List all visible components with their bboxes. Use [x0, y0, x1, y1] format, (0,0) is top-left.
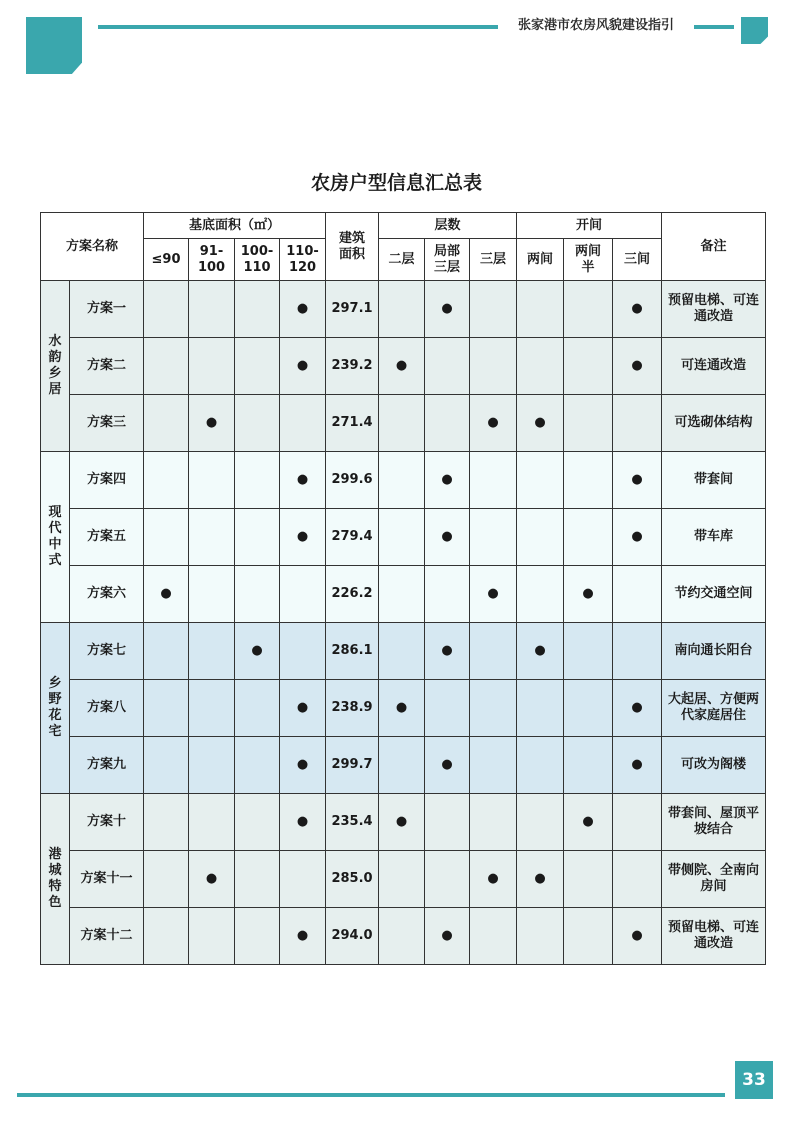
bay-type-cell — [517, 908, 564, 965]
group-name-char: 港 — [48, 847, 62, 862]
floor-type-cell — [470, 509, 517, 566]
area-range-mark: ● — [144, 566, 189, 623]
area-range-cell — [144, 737, 189, 794]
area-range-cell — [144, 794, 189, 851]
floor-type-cell — [470, 794, 517, 851]
area-range-cell — [235, 281, 280, 338]
bay-type-cell — [517, 338, 564, 395]
group-name-char: 特 — [48, 879, 62, 894]
plan-name: 方案六 — [70, 566, 144, 623]
group-name-char: 乡 — [48, 366, 62, 381]
bay-type-cell — [613, 851, 662, 908]
table-row — [41, 452, 766, 509]
area-range-cell — [189, 908, 235, 965]
floor-type-cell — [470, 338, 517, 395]
plan-name: 方案二 — [70, 338, 144, 395]
col-header-build-area: 建筑 面积 — [326, 213, 379, 281]
table-row — [41, 908, 766, 965]
group-name — [41, 452, 70, 623]
area-range-cell — [189, 794, 235, 851]
floor-type-mark: ● — [425, 623, 470, 680]
area-range-cell — [235, 566, 280, 623]
group-name-char: 花 — [48, 708, 62, 723]
floor-type-cell — [379, 737, 425, 794]
bay-type-cell — [564, 680, 613, 737]
floor-type-cell — [470, 737, 517, 794]
floor-type-cell — [425, 395, 470, 452]
remark: 预留电梯、可连通改造 — [662, 281, 766, 338]
remark: 节约交通空间 — [662, 566, 766, 623]
area-range-cell — [189, 623, 235, 680]
build-area-value: 235.4 — [326, 794, 379, 851]
col-header-base-area: 基底面积（㎡） — [144, 213, 326, 239]
remark: 带套间 — [662, 452, 766, 509]
col-header-area-range: ≤90 — [144, 239, 189, 281]
floor-type-mark: ● — [425, 452, 470, 509]
floor-type-mark: ● — [379, 680, 425, 737]
floor-type-mark: ● — [379, 338, 425, 395]
area-range-mark: ● — [280, 281, 326, 338]
build-area-value: 294.0 — [326, 908, 379, 965]
group-name — [41, 623, 70, 794]
area-range-cell — [235, 680, 280, 737]
bay-type-cell — [613, 395, 662, 452]
build-area-value: 279.4 — [326, 509, 379, 566]
bay-type-mark: ● — [517, 395, 564, 452]
remark: 可选砌体结构 — [662, 395, 766, 452]
area-range-cell — [235, 452, 280, 509]
bay-type-cell — [564, 338, 613, 395]
group-name-char: 式 — [48, 553, 62, 568]
header-title: 张家港市农房风貌建设指引 — [517, 18, 674, 33]
floor-type-mark: ● — [470, 395, 517, 452]
bay-type-mark: ● — [564, 566, 613, 623]
floor-type-cell — [470, 680, 517, 737]
floor-type-cell — [379, 623, 425, 680]
area-range-cell — [189, 737, 235, 794]
build-area-value: 297.1 — [326, 281, 379, 338]
bay-type-mark: ● — [517, 851, 564, 908]
bay-type-cell — [613, 794, 662, 851]
area-range-cell — [189, 452, 235, 509]
table-row — [41, 566, 766, 623]
table-row — [41, 737, 766, 794]
floor-type-cell — [425, 851, 470, 908]
build-area-value: 271.4 — [326, 395, 379, 452]
area-range-cell — [189, 338, 235, 395]
area-range-cell — [189, 680, 235, 737]
group-name-char: 居 — [48, 382, 62, 397]
area-range-cell — [280, 623, 326, 680]
floor-type-cell — [425, 680, 470, 737]
area-range-cell — [235, 737, 280, 794]
area-range-cell — [144, 908, 189, 965]
area-range-cell — [144, 395, 189, 452]
build-area-value: 285.0 — [326, 851, 379, 908]
bay-type-cell — [613, 566, 662, 623]
build-area-value: 239.2 — [326, 338, 379, 395]
bay-type-mark: ● — [613, 737, 662, 794]
page-number: 33 — [735, 1061, 773, 1099]
plan-name: 方案八 — [70, 680, 144, 737]
group-name — [41, 281, 70, 452]
area-range-cell — [280, 566, 326, 623]
remark: 可改为阁楼 — [662, 737, 766, 794]
remark: 预留电梯、可连通改造 — [662, 908, 766, 965]
area-range-mark: ● — [280, 737, 326, 794]
area-range-cell — [189, 566, 235, 623]
area-range-mark: ● — [189, 851, 235, 908]
remark: 带车库 — [662, 509, 766, 566]
table-header — [41, 213, 766, 281]
build-area-value: 286.1 — [326, 623, 379, 680]
plan-name: 方案三 — [70, 395, 144, 452]
bay-type-cell — [613, 623, 662, 680]
plan-name: 方案十一 — [70, 851, 144, 908]
col-header-floor-type: 三层 — [470, 239, 517, 281]
floor-type-cell — [379, 908, 425, 965]
table-row — [41, 509, 766, 566]
area-range-cell — [280, 395, 326, 452]
floor-type-mark: ● — [425, 737, 470, 794]
area-range-cell — [235, 908, 280, 965]
area-range-mark: ● — [280, 509, 326, 566]
header-rule-left — [98, 25, 498, 29]
table-row — [41, 680, 766, 737]
bay-type-cell — [517, 281, 564, 338]
bay-type-cell — [517, 680, 564, 737]
group-name-char: 乡 — [48, 676, 62, 691]
bay-type-cell — [564, 281, 613, 338]
col-header-floors: 层数 — [379, 213, 517, 239]
floor-type-cell — [470, 623, 517, 680]
bay-type-mark: ● — [613, 680, 662, 737]
bay-type-cell — [564, 737, 613, 794]
table-row — [41, 281, 766, 338]
table-row — [41, 794, 766, 851]
bay-type-mark: ● — [613, 338, 662, 395]
floor-type-cell — [425, 794, 470, 851]
bay-type-mark: ● — [564, 794, 613, 851]
area-range-cell — [144, 623, 189, 680]
area-range-cell — [235, 794, 280, 851]
corner-decoration-top-left — [26, 17, 82, 74]
area-range-cell — [235, 509, 280, 566]
floor-type-mark: ● — [425, 509, 470, 566]
col-header-remark: 备注 — [662, 213, 766, 281]
remark: 带套间、屋顶平坡结合 — [662, 794, 766, 851]
group-name-char: 水 — [48, 334, 62, 349]
header-rule-right — [694, 25, 734, 29]
plan-name: 方案五 — [70, 509, 144, 566]
floor-type-cell — [379, 566, 425, 623]
col-header-area-range: 100- 110 — [235, 239, 280, 281]
floor-type-cell — [379, 851, 425, 908]
bay-type-mark: ● — [613, 908, 662, 965]
remark: 南向通长阳台 — [662, 623, 766, 680]
table-row — [41, 395, 766, 452]
floor-type-mark: ● — [470, 566, 517, 623]
area-range-mark: ● — [235, 623, 280, 680]
corner-decoration-top-right — [741, 17, 768, 44]
build-area-value: 299.6 — [326, 452, 379, 509]
bay-type-mark: ● — [613, 281, 662, 338]
page-title: 农房户型信息汇总表 — [310, 172, 482, 194]
bay-type-mark: ● — [517, 623, 564, 680]
floor-type-cell — [425, 338, 470, 395]
group-name-char: 现 — [48, 505, 62, 520]
bay-type-cell — [564, 395, 613, 452]
group-name — [41, 794, 70, 965]
bay-type-cell — [517, 566, 564, 623]
area-range-mark: ● — [280, 680, 326, 737]
table-row — [41, 851, 766, 908]
build-area-value: 238.9 — [326, 680, 379, 737]
area-range-cell — [235, 395, 280, 452]
table-row — [41, 338, 766, 395]
area-range-cell — [144, 851, 189, 908]
area-range-mark: ● — [280, 338, 326, 395]
area-range-mark: ● — [280, 452, 326, 509]
floor-type-cell — [379, 281, 425, 338]
area-range-cell — [144, 338, 189, 395]
area-range-cell — [235, 851, 280, 908]
area-range-cell — [280, 851, 326, 908]
col-header-bays: 开间 — [517, 213, 662, 239]
plan-name: 方案十二 — [70, 908, 144, 965]
bay-type-mark: ● — [613, 452, 662, 509]
footer-rule — [17, 1093, 725, 1097]
area-range-cell — [144, 281, 189, 338]
bay-type-cell — [517, 509, 564, 566]
floor-type-cell — [470, 281, 517, 338]
col-header-bay-type: 三间 — [613, 239, 662, 281]
bay-type-cell — [564, 452, 613, 509]
bay-type-cell — [564, 623, 613, 680]
plan-name: 方案一 — [70, 281, 144, 338]
group-name-char: 宅 — [48, 724, 62, 739]
area-range-mark: ● — [189, 395, 235, 452]
bay-type-cell — [517, 794, 564, 851]
plan-name: 方案十 — [70, 794, 144, 851]
floor-type-cell — [379, 509, 425, 566]
floor-type-mark: ● — [470, 851, 517, 908]
floor-type-cell — [379, 452, 425, 509]
floor-type-cell — [470, 452, 517, 509]
bay-type-cell — [517, 452, 564, 509]
col-header-area-range: 110- 120 — [280, 239, 326, 281]
table-row — [41, 623, 766, 680]
floor-type-cell — [470, 908, 517, 965]
group-name-char: 韵 — [48, 350, 62, 365]
col-header-bay-type: 两间 — [517, 239, 564, 281]
group-name-char: 野 — [48, 692, 62, 707]
area-range-cell — [189, 509, 235, 566]
floor-type-mark: ● — [425, 281, 470, 338]
col-header-floor-type: 二层 — [379, 239, 425, 281]
plan-name: 方案四 — [70, 452, 144, 509]
area-range-mark: ● — [280, 908, 326, 965]
group-name-char: 城 — [48, 863, 62, 878]
area-range-mark: ● — [280, 794, 326, 851]
bay-type-cell — [564, 509, 613, 566]
area-range-cell — [144, 680, 189, 737]
floor-type-cell — [379, 395, 425, 452]
col-header-bay-type: 两间 半 — [564, 239, 613, 281]
remark: 可连通改造 — [662, 338, 766, 395]
build-area-value: 299.7 — [326, 737, 379, 794]
area-range-cell — [144, 509, 189, 566]
table-body — [41, 281, 766, 965]
floor-type-cell — [425, 566, 470, 623]
remark: 大起居、方便两代家庭居住 — [662, 680, 766, 737]
plan-name: 方案九 — [70, 737, 144, 794]
col-header-name: 方案名称 — [41, 213, 144, 281]
group-name-char: 代 — [48, 521, 62, 536]
build-area-value: 226.2 — [326, 566, 379, 623]
area-range-cell — [189, 281, 235, 338]
floor-type-mark: ● — [425, 908, 470, 965]
col-header-area-range: 91- 100 — [189, 239, 235, 281]
col-header-floor-type: 局部 三层 — [425, 239, 470, 281]
floor-type-mark: ● — [379, 794, 425, 851]
area-range-cell — [235, 338, 280, 395]
remark: 带侧院、全南向房间 — [662, 851, 766, 908]
group-name-char: 中 — [48, 537, 62, 552]
house-type-summary-table — [40, 212, 766, 965]
group-name-char: 色 — [48, 895, 62, 910]
plan-name: 方案七 — [70, 623, 144, 680]
bay-type-mark: ● — [613, 509, 662, 566]
area-range-cell — [144, 452, 189, 509]
bay-type-cell — [517, 737, 564, 794]
bay-type-cell — [564, 851, 613, 908]
bay-type-cell — [564, 908, 613, 965]
